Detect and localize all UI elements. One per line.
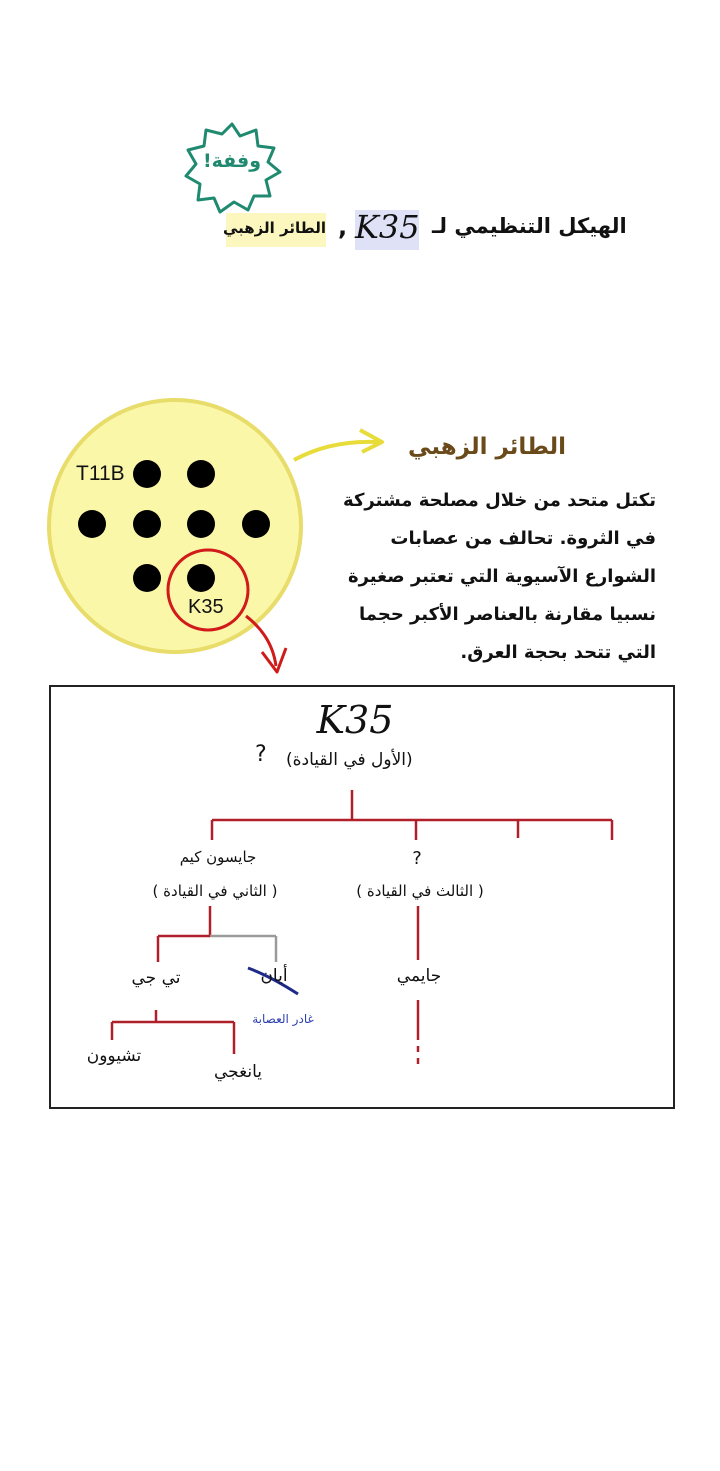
member-chewon: تشيوون: [86, 1046, 142, 1066]
badge-text: وففة!: [202, 150, 262, 172]
member-dot: [242, 510, 270, 538]
member-dot: [133, 510, 161, 538]
k35-label: K35: [188, 596, 224, 618]
member-tj: تي جي: [131, 968, 181, 988]
leader3-role: ( الثالث في القيادة ): [356, 882, 484, 900]
member-dot: [133, 564, 161, 592]
member-dot: [187, 564, 215, 592]
member-dot: [187, 510, 215, 538]
title-gang-name: الطائر الزهبي: [222, 219, 326, 237]
leader1-role: (الأول في القيادة): [286, 750, 413, 770]
member-yangi: يانغجي: [214, 1062, 262, 1082]
tree-title: K35: [316, 698, 394, 742]
title-comma: ,: [338, 213, 348, 241]
gang-heading: الطائر الزهبي: [408, 434, 566, 460]
member-dot: [187, 460, 215, 488]
page-title: الهيكل التنظيمي لـ: [432, 214, 627, 238]
member-dot: [78, 510, 106, 538]
member-dot: [133, 460, 161, 488]
member-jaimi: جايمي: [396, 966, 442, 986]
leader3-question: ?: [412, 848, 422, 869]
title-code: K35: [355, 208, 420, 246]
leader1-question: ?: [255, 742, 267, 767]
leader2-name: جايسون كيم: [179, 848, 257, 866]
member-ayan: أيان: [260, 966, 288, 986]
t11b-label: T11B: [76, 462, 125, 485]
gang-description: تكتل متحد من خلال مصلحة مشتركة في الثروة. تحالف من عصابات الشوارع الآسيوية التي تعتبر صغيرة نسبيا مقارنة بالعناصر الأكبر حجما التي تتحد بحجة العرق.: [343, 490, 656, 663]
ayan-left-note: غادر العصابة: [252, 1012, 314, 1026]
leader2-role: ( الثاني في القيادة ): [152, 882, 278, 900]
